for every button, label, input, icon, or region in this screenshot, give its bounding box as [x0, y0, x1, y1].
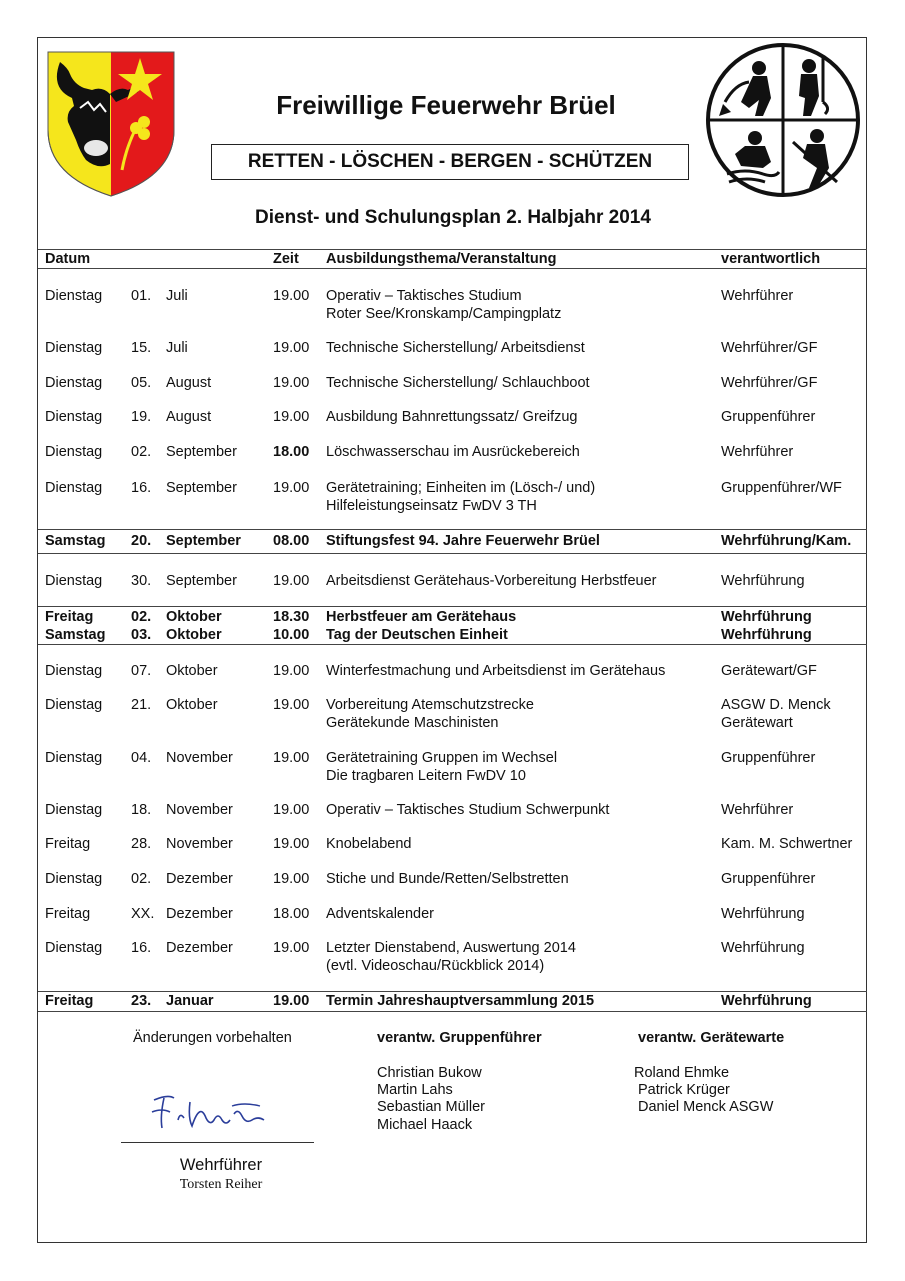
row-date-number: 20. — [131, 533, 152, 549]
row-time: 18.00 — [273, 444, 310, 460]
row-date-number: 03. — [131, 627, 152, 643]
row-time: 19.00 — [273, 940, 310, 956]
row-month: Oktober — [166, 697, 218, 713]
row-topic: Knobelabend — [326, 836, 412, 852]
row-time: 19.00 — [273, 663, 310, 679]
row-responsible: Wehrführung — [721, 573, 805, 589]
row-date-number: 02. — [131, 609, 152, 625]
table-row — [0, 444, 905, 484]
row-date-number: 23. — [131, 993, 152, 1009]
row-topic: Letzter Dienstabend, Auswertung 2014 — [326, 940, 576, 956]
row-responsible: Gruppenführer — [721, 871, 816, 887]
row-topic: Winterfestmachung und Arbeitsdienst im Gerätehaus — [326, 663, 666, 679]
divider — [38, 529, 867, 530]
row-date-number: 07. — [131, 663, 152, 679]
row-time: 19.00 — [273, 871, 310, 887]
row-date-number: 02. — [131, 444, 152, 460]
row-date-number: 18. — [131, 802, 152, 818]
row-topic-line-2: Roter See/Kronskamp/Campingplatz — [326, 305, 562, 322]
row-month: September — [166, 573, 237, 589]
row-month: August — [166, 409, 212, 425]
row-time: 19.00 — [273, 340, 310, 356]
row-day: Dienstag — [45, 940, 103, 956]
row-date-number: 16. — [131, 480, 152, 496]
row-responsible: Wehrführung — [721, 906, 805, 922]
changes-note: Änderungen vorbehalten — [133, 1030, 292, 1046]
group-leader-name: Michael Haack — [377, 1117, 473, 1133]
row-topic: Stiftungsfest 94. Jahre Feuerwehr Brüel — [326, 533, 600, 549]
row-date-number: 19. — [131, 409, 152, 425]
row-day: Dienstag — [45, 409, 103, 425]
row-responsible: Gruppenführer — [721, 409, 816, 425]
row-day: Freitag — [45, 836, 91, 852]
row-month: September — [166, 533, 241, 549]
row-day: Dienstag — [45, 697, 103, 713]
table-row — [0, 573, 905, 613]
row-time: 19.00 — [273, 836, 310, 852]
table-row — [0, 480, 905, 520]
row-time: 19.00 — [273, 375, 310, 391]
divider — [38, 268, 867, 269]
row-responsible: Wehrführung/Kam. — [721, 533, 852, 549]
row-responsible: Wehrführer — [721, 802, 794, 818]
row-day: Dienstag — [45, 288, 103, 304]
handwritten-signature — [148, 1090, 268, 1135]
page-title: Freiwillige Feuerwehr Brüel — [276, 90, 616, 120]
row-responsible: Wehrführer — [721, 444, 794, 460]
coat-of-arms-icon — [46, 48, 176, 198]
divider — [38, 1011, 867, 1012]
row-day: Freitag — [45, 609, 94, 625]
row-responsible: Wehrführung — [721, 940, 805, 956]
row-month: November — [166, 750, 233, 766]
divider — [38, 644, 867, 645]
row-topic: Löschwasserschau im Ausrückebereich — [326, 444, 580, 460]
row-month: November — [166, 802, 233, 818]
row-day: Dienstag — [45, 480, 103, 496]
row-time: 18.30 — [273, 609, 310, 625]
row-date-number: 21. — [131, 697, 152, 713]
row-month: August — [166, 375, 212, 391]
row-responsible: Gerätewart/GF — [721, 663, 817, 679]
row-month: Dezember — [166, 906, 233, 922]
row-responsible: Wehrführer/GF — [721, 375, 818, 391]
row-time: 08.00 — [273, 533, 310, 549]
table-row-highlight — [0, 627, 905, 667]
row-month: Oktober — [166, 627, 222, 643]
row-topic: Ausbildung Bahnrettungssatz/ Greifzug — [326, 409, 578, 425]
row-topic: Termin Jahreshauptversammlung 2015 — [326, 993, 595, 1009]
row-date-number: 28. — [131, 836, 152, 852]
plan-subtitle: Dienst- und Schulungsplan 2. Halbjahr 2014 — [255, 207, 651, 228]
row-day: Dienstag — [45, 444, 103, 460]
row-time: 19.00 — [273, 993, 310, 1009]
row-time: 18.00 — [273, 906, 310, 922]
table-row-highlight — [0, 993, 905, 1033]
row-topic-line-2: Hilfeleistungseinsatz FwDV 3 TH — [326, 497, 537, 514]
divider — [38, 553, 867, 554]
row-topic-line-2: Die tragbaren Leitern FwDV 10 — [326, 767, 526, 784]
group-leader-name: Sebastian Müller — [377, 1099, 485, 1115]
row-topic: Operativ – Taktisches Studium — [326, 288, 522, 304]
row-day: Samstag — [45, 533, 106, 549]
row-date-number: 01. — [131, 288, 152, 304]
equipment-warden-name: Daniel Menck ASGW — [638, 1099, 774, 1115]
fire-brigade-emblem-icon — [705, 42, 861, 198]
row-topic: Vorbereitung Atemschutzstrecke — [326, 697, 534, 713]
row-date-number: 05. — [131, 375, 152, 391]
row-month: September — [166, 444, 237, 460]
signature-line — [121, 1142, 314, 1143]
row-day: Dienstag — [45, 871, 103, 887]
group-leader-name: Christian Bukow — [377, 1065, 482, 1081]
row-month: Januar — [166, 993, 214, 1009]
row-responsible: Wehrführung — [721, 993, 812, 1009]
chief-title: Wehrführer — [179, 1156, 263, 1174]
row-date-number: 04. — [131, 750, 152, 766]
row-month: Oktober — [166, 609, 222, 625]
table-row — [0, 836, 905, 876]
table-row — [0, 409, 905, 449]
table-row — [0, 697, 905, 737]
row-day: Dienstag — [45, 663, 103, 679]
row-day: Dienstag — [45, 340, 103, 356]
column-header-date: Datum — [45, 251, 91, 267]
row-topic: Tag der Deutschen Einheit — [326, 627, 508, 643]
row-topic: Gerätetraining Gruppen im Wechsel — [326, 750, 558, 766]
motto-box: RETTEN - LÖSCHEN - BERGEN - SCHÜTZEN — [211, 144, 689, 180]
row-responsible: Wehrführer — [721, 288, 794, 304]
chief-name: Torsten Reiher — [179, 1177, 263, 1192]
row-time: 19.00 — [273, 697, 310, 713]
divider — [38, 606, 867, 607]
row-day: Dienstag — [45, 573, 103, 589]
row-topic: Operativ – Taktisches Studium Schwerpunkt — [326, 802, 610, 818]
row-responsible-line-2: Gerätewart — [721, 714, 793, 731]
row-time: 19.00 — [273, 573, 310, 589]
table-row — [0, 340, 905, 380]
row-day: Freitag — [45, 906, 91, 922]
row-month: Juli — [166, 288, 188, 304]
row-day: Freitag — [45, 993, 94, 1009]
divider — [38, 991, 867, 992]
row-month: Dezember — [166, 940, 233, 956]
row-date-number: 16. — [131, 940, 152, 956]
group-leaders-heading: verantw. Gruppenführer — [377, 1030, 542, 1046]
row-time: 19.00 — [273, 409, 310, 425]
table-row — [0, 871, 905, 911]
row-date-number: 15. — [131, 340, 152, 356]
row-time: 19.00 — [273, 288, 310, 304]
row-month: September — [166, 480, 237, 496]
row-day: Samstag — [45, 627, 106, 643]
table-row — [0, 288, 905, 328]
row-responsible: Kam. M. Schwertner — [721, 836, 853, 852]
row-topic: Arbeitsdienst Gerätehaus-Vorbereitung Herbstfeuer — [326, 573, 657, 589]
row-responsible: Gruppenführer/WF — [721, 480, 842, 496]
divider — [38, 249, 867, 250]
column-header-responsible: verantwortlich — [721, 251, 821, 267]
row-responsible: Wehrführung — [721, 627, 812, 643]
equipment-wardens-heading: verantw. Gerätewarte — [638, 1030, 785, 1046]
row-topic: Herbstfeuer am Gerätehaus — [326, 609, 517, 625]
row-month: November — [166, 836, 233, 852]
equipment-warden-name: Patrick Krüger — [638, 1082, 730, 1098]
row-topic: Stiche und Bunde/Retten/Selbstretten — [326, 871, 569, 887]
row-topic: Gerätetraining; Einheiten im (Lösch-/ und) — [326, 480, 596, 496]
row-time: 19.00 — [273, 480, 310, 496]
column-header-topic: Ausbildungsthema/Veranstaltung — [326, 251, 557, 267]
row-month: Dezember — [166, 871, 233, 887]
row-date-number: 02. — [131, 871, 152, 887]
row-responsible: Wehrführer/GF — [721, 340, 818, 356]
group-leader-name: Martin Lahs — [377, 1082, 453, 1098]
row-date-number: 30. — [131, 573, 152, 589]
table-row — [0, 940, 905, 980]
table-row — [0, 750, 905, 790]
row-topic: Technische Sicherstellung/ Arbeitsdienst — [326, 340, 585, 356]
row-time: 19.00 — [273, 802, 310, 818]
row-time: 19.00 — [273, 750, 310, 766]
row-time: 10.00 — [273, 627, 310, 643]
row-responsible: ASGW D. Menck — [721, 697, 831, 713]
row-topic-line-2: Gerätekunde Maschinisten — [326, 714, 499, 731]
row-month: Oktober — [166, 663, 218, 679]
equipment-warden-name: Roland Ehmke — [634, 1065, 730, 1081]
row-date-number: XX. — [131, 906, 155, 922]
row-responsible: Wehrführung — [721, 609, 812, 625]
row-topic: Adventskalender — [326, 906, 435, 922]
row-topic-line-2: (evtl. Videoschau/Rückblick 2014) — [326, 957, 545, 974]
row-day: Dienstag — [45, 375, 103, 391]
row-month: Juli — [166, 340, 188, 356]
column-header-time: Zeit — [273, 251, 299, 267]
row-responsible: Gruppenführer — [721, 750, 816, 766]
row-topic: Technische Sicherstellung/ Schlauchboot — [326, 375, 590, 391]
row-day: Dienstag — [45, 750, 103, 766]
row-day: Dienstag — [45, 802, 103, 818]
